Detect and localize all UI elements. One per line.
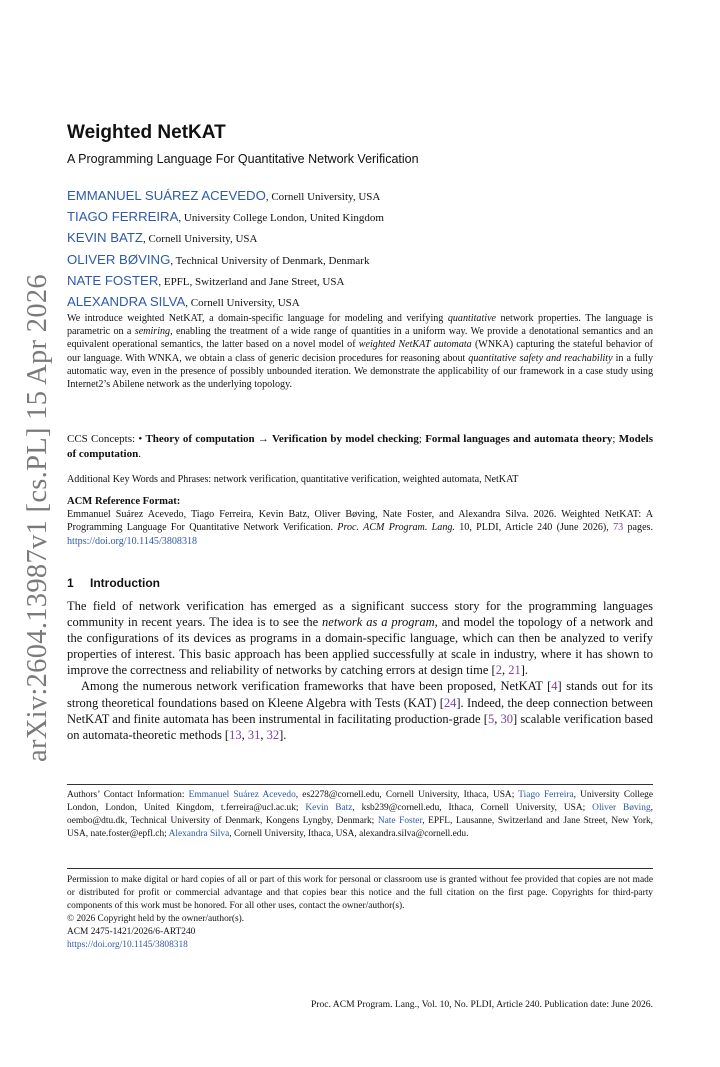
author-affiliation: , Technical University of Denmark, Denmark — [170, 254, 370, 267]
permission-divider — [67, 868, 653, 869]
author-link[interactable]: Nate Foster — [377, 816, 423, 827]
citation-link[interactable]: 4 — [551, 679, 558, 694]
citation-link[interactable]: 13 — [229, 727, 242, 742]
section-number: 1 — [67, 576, 74, 590]
reference-heading: ACM Reference Format: — [67, 496, 181, 507]
ccs-concepts: CCS Concepts: • Theory of computation → Verification by model checking; Formal languages and automata theory; Models of computation. — [67, 433, 653, 460]
author-contact-info: Authors’ Contact Information: Emmanuel Suárez Acevedo, es2278@cornell.edu, Cornell University, Ithaca, USA; Tiago Ferreira, University College London, London, United Kingdom, t.ferreira@ucl.ac.uk; Kevin Batz, ksb239@cornell.edu, Ithaca, Cornell University, USA; Oliver Bøving, oembo@dtu.dk, Technical University of Denmark, Kongens Lyngby, Denmark; Nate Foster, EPFL, Lausanne, Switzerland and Jane Street, New York, USA, nate.foster@epfl.ch; Alexandra Silva, Cornell University, Ithaca, USA, alexandra.silva@cornell.edu. — [67, 790, 653, 840]
introduction-text — [67, 598, 653, 743]
author-link[interactable]: Oliver Bøving — [592, 803, 651, 814]
citation-link[interactable]: 31 — [247, 727, 261, 742]
author-entry — [67, 250, 384, 271]
author-entry — [67, 228, 384, 249]
keywords: Additional Key Words and Phrases: network verification, quantitative verification, weighted automata, NetKAT — [67, 474, 519, 485]
doi-link[interactable]: https://doi.org/10.1145/3808318 — [67, 535, 198, 547]
footnote-divider — [67, 784, 653, 785]
author-link[interactable]: Tiago Ferreira — [518, 790, 574, 800]
author-link[interactable]: Kevin Batz — [305, 803, 353, 814]
citation-link[interactable]: 5 — [487, 711, 495, 726]
author-list — [67, 186, 384, 313]
author-name[interactable]: ALEXANDRA SILVA — [67, 294, 186, 310]
citation-link[interactable]: 32 — [266, 727, 280, 742]
author-affiliation: , University College London, United Kingdom — [178, 212, 384, 225]
page-count-link[interactable]: 73 — [613, 522, 624, 534]
arxiv-identifier: arXiv:2604.13987v1 [cs.PL] 15 Apr 2026 — [22, 274, 53, 762]
paragraph: Among the numerous network verification frameworks that have been proposed, NetKAT [4] stands out for its strong theoretical foundations based on Kleene Algebra with Tests (KAT) [24]. Indeed, the deep connection between NetKAT and finite automata has been instrumental in facilitating production-grade [5, 30] scalable verification based on automata-theoretic methods [13, 31, 32]. — [67, 679, 653, 742]
citation-link[interactable]: 21 — [508, 663, 521, 678]
citation-link[interactable]: 30 — [500, 711, 513, 726]
paper-title: Weighted NetKAT — [67, 122, 226, 143]
author-affiliation: , EPFL, Switzerland and Jane Street, USA — [158, 275, 345, 288]
reference-body: Emmanuel Suárez Acevedo, Tiago Ferreira, Kevin Batz, Oliver Bøving, Nate Foster, and Alexandra Silva. 2026. Weighted NetKAT: A Programming Language For Quantitative Network Verification. Proc. ACM Program. Lang. 10, PLDI, Article 240 (June 2026), 73 pages. https://doi.org/10.1145/3808318 — [67, 509, 654, 547]
permission-text: Permission to make digital or hard copies of all or part of this work for personal or classroom use is granted without fee provided that copies are not made or distributed for profit or commercial advantage and that copies bear this notice and the full citation on the first page. Copyrights for third-party components of this work must be honored. For all other uses, contact the owner/author(s). — [67, 875, 653, 912]
author-name[interactable]: EMMANUEL SUÁREZ ACEVEDO — [67, 188, 266, 203]
author-name[interactable]: OLIVER BØVING — [67, 251, 171, 267]
paragraph: The field of network verification has emerged as a significant success story for the programming languages community in recent years. The idea is to see the network as a program, and model the topology of a network and the configurations of its devices as programs in a domain-specific language, which can then be analyzed to verify properties of interest. This basic approach has been applied successfully at scale in industry, where it has shown to improve the correctness and reliability of networks by catching errors at design time [2, 21]. — [67, 599, 653, 678]
page-footer: Proc. ACM Program. Lang., Vol. 10, No. PLDI, Article 240. Publication date: June 2026. — [310, 999, 653, 1010]
author-name[interactable]: KEVIN BATZ — [67, 230, 143, 246]
author-link[interactable]: Alexandra Silva — [168, 829, 230, 840]
abstract: We introduce weighted NetKAT, a domain-specific language for modeling and verifying quantitative network properties. The language is parametric on a semiring, enabling the treatment of a wide range of quantities in a uniform way. We provide a denotational semantics and an equivalent operational semantics, the latter based on a novel model of weighted NetKAT automata (WNKA) capturing the stateful behavior of our language. With WNKA, we obtain a class of generic decision procedures for reasoning about quantitative safety and reachability in a fully automatic way, even in the presence of possibly unbounded iteration. We demonstrate the applicability of our framework in a case study using Internet2’s Abilene network as the underlying topology. — [67, 313, 654, 391]
citation-link[interactable]: 2 — [495, 663, 502, 678]
author-affiliation: , Cornell University, USA — [265, 191, 381, 203]
author-entry — [67, 186, 384, 207]
acm-reference-format — [67, 495, 653, 548]
author-entry — [67, 207, 384, 228]
copyright-line: © 2026 Copyright held by the owner/author(s). — [67, 914, 245, 925]
acm-code: ACM 2475-1421/2026/6-ART240 — [67, 927, 196, 938]
citation-link[interactable]: 24 — [443, 695, 457, 710]
author-entry — [67, 271, 384, 292]
section-heading — [67, 576, 160, 590]
author-affiliation: , Cornell University, USA — [185, 297, 300, 310]
section-title: Introduction — [90, 576, 160, 590]
author-link[interactable]: Emmanuel Suárez Acevedo — [188, 790, 296, 800]
author-entry — [67, 292, 384, 313]
author-name[interactable]: NATE FOSTER — [67, 272, 159, 288]
author-affiliation: , Cornell University, USA — [142, 233, 258, 246]
arxiv-sidebar — [18, 276, 58, 760]
author-name[interactable]: TIAGO FERREIRA — [67, 209, 179, 225]
paper-subtitle: A Programming Language For Quantitative Network Verification — [67, 152, 419, 166]
permission-doi-link[interactable]: https://doi.org/10.1145/3808318 — [67, 940, 188, 951]
permission-notice — [67, 874, 653, 953]
